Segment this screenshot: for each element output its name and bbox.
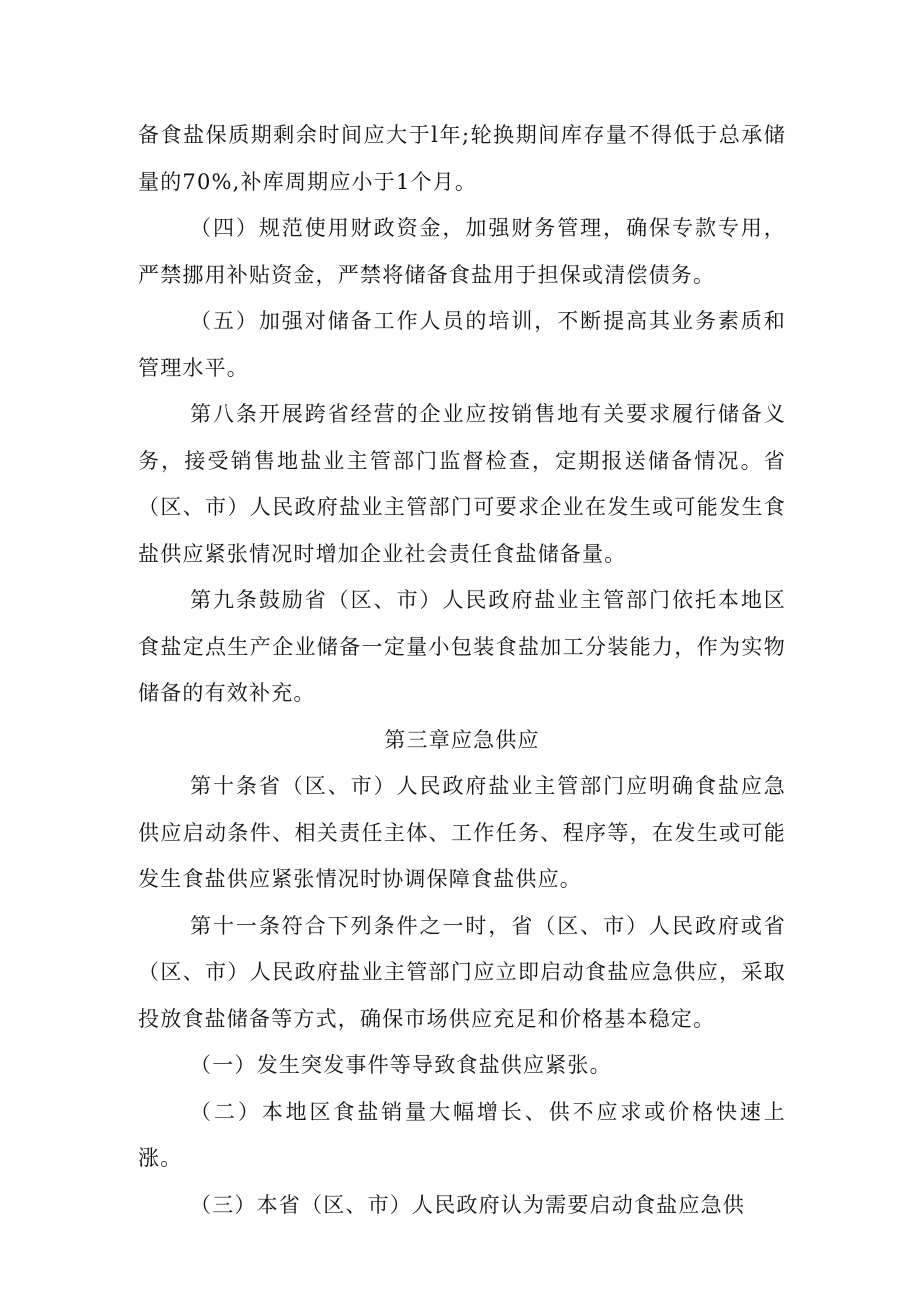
paragraph-condition-2: （二）本地区食盐销量大幅增长、供不应求或价格快速上涨。	[138, 1099, 786, 1170]
paragraph-condition-1: （一）发生突发事件等导致食盐供应紧张。	[190, 1053, 612, 1077]
document-page	[138, 112, 786, 1228]
paragraph-article-8: 第八条开展跨省经营的企业应按销售地有关要求履行储备义务，接受销售地盐业主管部门监督检查，定期报送储备情况。省（区、市）人民政府盐业主管部门可要求企业在发生或可能发生食盐供应紧张情况时增加企业社会责任食盐储备量。	[138, 402, 786, 566]
paragraph-article-11: 第十一条符合下列条件之一时，省（区、市）人民政府或省（区、市）人民政府盐业主管部门应立即启动食盐应急供应，采取投放食盐储备等方式，确保市场供应充足和价格基本稳定。	[138, 913, 786, 1031]
paragraph-item-5: （五）加强对储备工作人员的培训，不断提高其业务素质和管理水平。	[138, 309, 786, 380]
paragraph-storage-rules: 备食盐保质期剩余时间应大于l年;轮换期间库存量不得低于总承储量的70%,补库周期应小于1个月。	[138, 123, 786, 194]
paragraph-item-4: （四）规范使用财政资金，加强财务管理，确保专款专用，严禁挪用补贴资金，严禁将储备食盐用于担保或清偿债务。	[138, 216, 786, 287]
paragraph-article-9: 第九条鼓励省（区、市）人民政府盐业主管部门依托本地区食盐定点生产企业储备一定量小包装食盐加工分装能力，作为实物储备的有效补充。	[138, 588, 786, 705]
paragraph-condition-3: （三）本省（区、市）人民政府认为需要启动食盐应急供	[190, 1192, 745, 1217]
chapter-heading: 第三章应急供应	[384, 727, 540, 752]
paragraph-article-10: 第十条省（区、市）人民政府盐业主管部门应明确食盐应急供应启动条件、相关责任主体、工作任务、程序等，在发生或可能发生食盐供应紧张情况时协调保障食盐供应。	[138, 774, 786, 891]
